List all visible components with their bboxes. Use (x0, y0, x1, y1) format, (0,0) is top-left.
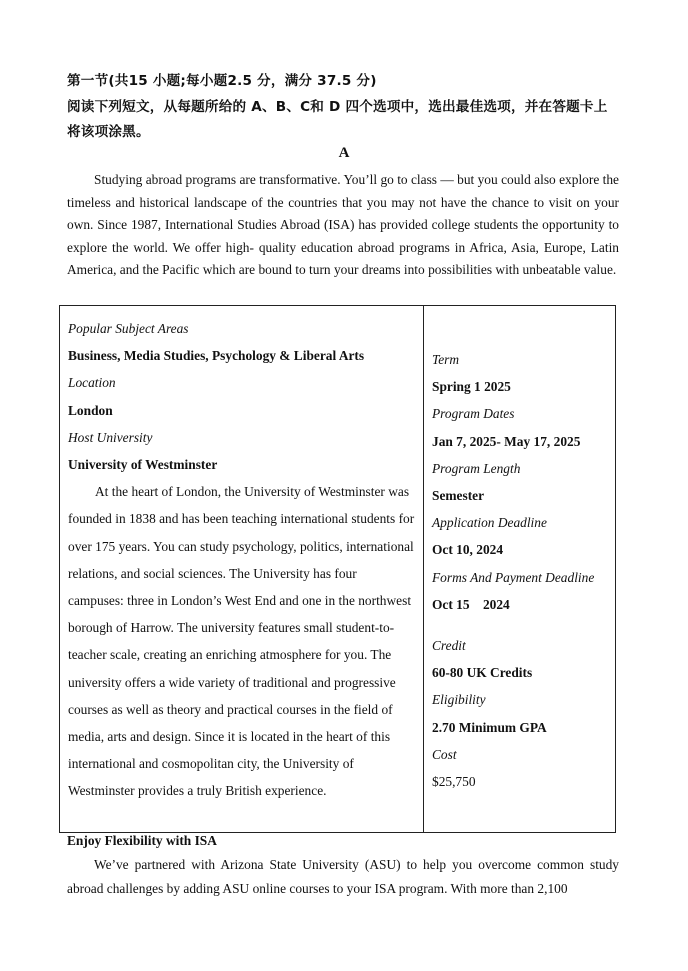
dates-label: Program Dates (432, 406, 515, 422)
forms-deadline-label: Forms And Payment Deadline (432, 569, 595, 585)
application-deadline-value: Oct 10, 2024 (432, 542, 504, 558)
program-facts-cell (424, 306, 616, 833)
university-description: At the heart of London, the University of Westminster was founded in 1838 and has been teaching international students for over 175 years. You can study psychology, politics, international relations, and social sciences. The University has four campuses: three in London’s West End and one in the northwest borough of Harrow. The university features small student-to-teacher scale, creating an enriching atmosphere for you. The university offers a wide variety of traditional and progressive courses as well as theory and practical courses in the field of media, arts and design. Since it is located in the heart of this international and cosmopolitan city, the University of Westminster provides a truly British experience. (68, 484, 415, 799)
term-label: Term (432, 352, 460, 367)
instructions-line-1: 阅读下列短文，从每题所给的 A、B、C和 D 四个选项中，选出最佳选项，并在答题卡上 (67, 99, 608, 115)
location-label: Location (68, 375, 116, 391)
credit-label: Credit (432, 638, 466, 654)
term-value: Spring 1 2025 (432, 379, 511, 395)
application-deadline-label: Application Deadline (432, 515, 547, 531)
host-label: Host University (68, 429, 153, 445)
location-value: London (68, 402, 113, 418)
intro-text: Studying abroad programs are transformative. You’ll go to class — but you could also explore the timeless and historical landscape of the countries that you may not have the chance to visit on your own. Since 1987, International Studies Abroad (ISA) has provided college students the opportunity to explore the world. We offer high- quality education abroad programs in Africa, Asia, Europe, Latin America, and the Pacific which are bound to turn your dreams into possibilities with unbeatable value. (67, 172, 619, 278)
flexibility-heading: Enjoy Flexibility with ISA (67, 833, 217, 848)
program-details-cell (60, 306, 424, 833)
section-header: 第一节(共15 小题;每小题2.5 分，满分 37.5 分) (67, 73, 377, 89)
flexibility-text: We’ve partnered with Arizona State University (ASU) to help you overcome common study abroad challenges by adding ASU online courses to your ISA program. With more than 2,100 (67, 857, 619, 896)
length-value: Semester (432, 488, 485, 504)
host-value: University of Westminster (68, 457, 218, 473)
cost-label: Cost (432, 746, 457, 762)
subject-label: Popular Subject Areas (68, 321, 189, 336)
passage-title: A (338, 145, 350, 161)
flexibility-paragraph (67, 853, 619, 901)
cost-value: $25,750 (432, 774, 476, 790)
instructions-line-2: 将该项涂黑。 (67, 124, 150, 140)
length-label: Program Length (432, 460, 521, 476)
credit-value: 60-80 UK Credits (432, 665, 533, 681)
forms-deadline-value: Oct 15 2024 (432, 596, 510, 612)
program-table (59, 305, 616, 833)
dates-value: Jan 7, 2025- May 17, 2025 (432, 433, 581, 449)
subject-value: Business, Media Studies, Psychology & Liberal Arts (68, 348, 365, 364)
eligibility-label: Eligibility (432, 692, 486, 708)
eligibility-value: 2.70 Minimum GPA (432, 719, 547, 735)
intro-paragraph (67, 169, 619, 282)
